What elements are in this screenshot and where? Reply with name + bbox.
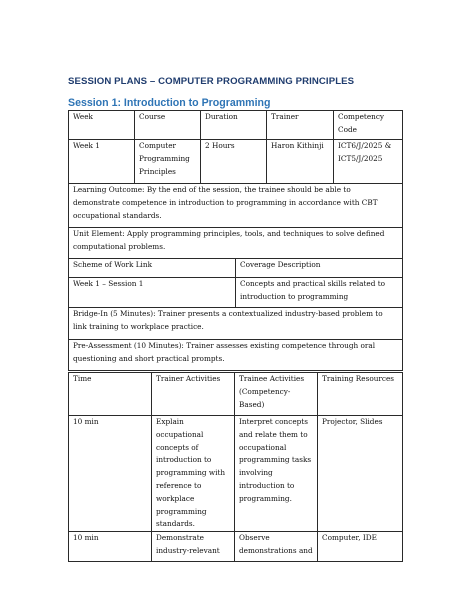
session-heading: Session 1: Introduction to Programming	[68, 97, 271, 109]
week-value: Week 1	[69, 140, 135, 184]
bridge-in-row	[69, 308, 403, 340]
trainer-value: Haron Kithinji	[267, 140, 334, 184]
learning-outcome: Learning Outcome: By the end of the session, the trainee should be able to demonstrate competence in introduction to programming in accordance with CBT occupational standards.	[69, 184, 403, 228]
activity-row	[69, 532, 403, 562]
activity-resources: Computer, IDE	[318, 532, 403, 562]
course-header: Course	[135, 111, 201, 140]
activity-trainer: Demonstrate industry-relevant	[152, 532, 235, 562]
activity-time: 10 min	[69, 532, 152, 562]
activities-table	[68, 372, 403, 562]
scheme-header-row	[69, 259, 403, 278]
week-header: Week	[69, 111, 135, 140]
activity-trainer: Explain occupational concepts of introduction to programming with reference to workplace programming standards.	[152, 416, 235, 532]
activity-trainee: Interpret concepts and relate them to occupational programming tasks involving introduction to programming.	[235, 416, 318, 532]
info-data-row	[69, 140, 403, 184]
scheme-value: Week 1 – Session 1	[69, 278, 236, 308]
trainer-header: Trainer	[267, 111, 334, 140]
activities-header-row	[69, 373, 403, 416]
pre-assessment-row	[69, 340, 403, 371]
duration-header: Duration	[201, 111, 267, 140]
activity-resources: Projector, Slides	[318, 416, 403, 532]
activity-trainee: Observe demonstrations and	[235, 532, 318, 562]
activity-time: 10 min	[69, 416, 152, 532]
time-header: Time	[69, 373, 152, 416]
trainee-activities-header: Trainee Activities (Competency-Based)	[235, 373, 318, 416]
pre-assessment: Pre-Assessment (10 Minutes): Trainer assesses existing competence through oral questioning and short practical prompts.	[69, 340, 403, 371]
coverage-header: Coverage Description	[236, 259, 403, 278]
competency-code-value: ICT6/J/2025 & ICT5/J/2025	[334, 140, 403, 184]
coverage-value: Concepts and practical skills related to introduction to programming	[236, 278, 403, 308]
scheme-of-work-table	[68, 258, 403, 371]
trainer-activities-header: Trainer Activities	[152, 373, 235, 416]
scheme-header: Scheme of Work Link	[69, 259, 236, 278]
scheme-data-row	[69, 278, 403, 308]
document-title: SESSION PLANS – COMPUTER PROGRAMMING PRINCIPLES	[68, 76, 355, 87]
competency-code-header: Competency Code	[334, 111, 403, 140]
training-resources-header: Training Resources	[318, 373, 403, 416]
info-header-row	[69, 111, 403, 140]
course-value: Computer Programming Principles	[135, 140, 201, 184]
activity-row	[69, 416, 403, 532]
duration-value: 2 Hours	[201, 140, 267, 184]
unit-element: Unit Element: Apply programming principles, tools, and techniques to solve defined computational problems.	[69, 228, 403, 259]
learning-outcome-row	[69, 184, 403, 228]
bridge-in: Bridge-In (5 Minutes): Trainer presents a contextualized industry-based problem to link training to workplace practice.	[69, 308, 403, 340]
unit-element-row	[69, 228, 403, 259]
session-info-table	[68, 110, 403, 259]
